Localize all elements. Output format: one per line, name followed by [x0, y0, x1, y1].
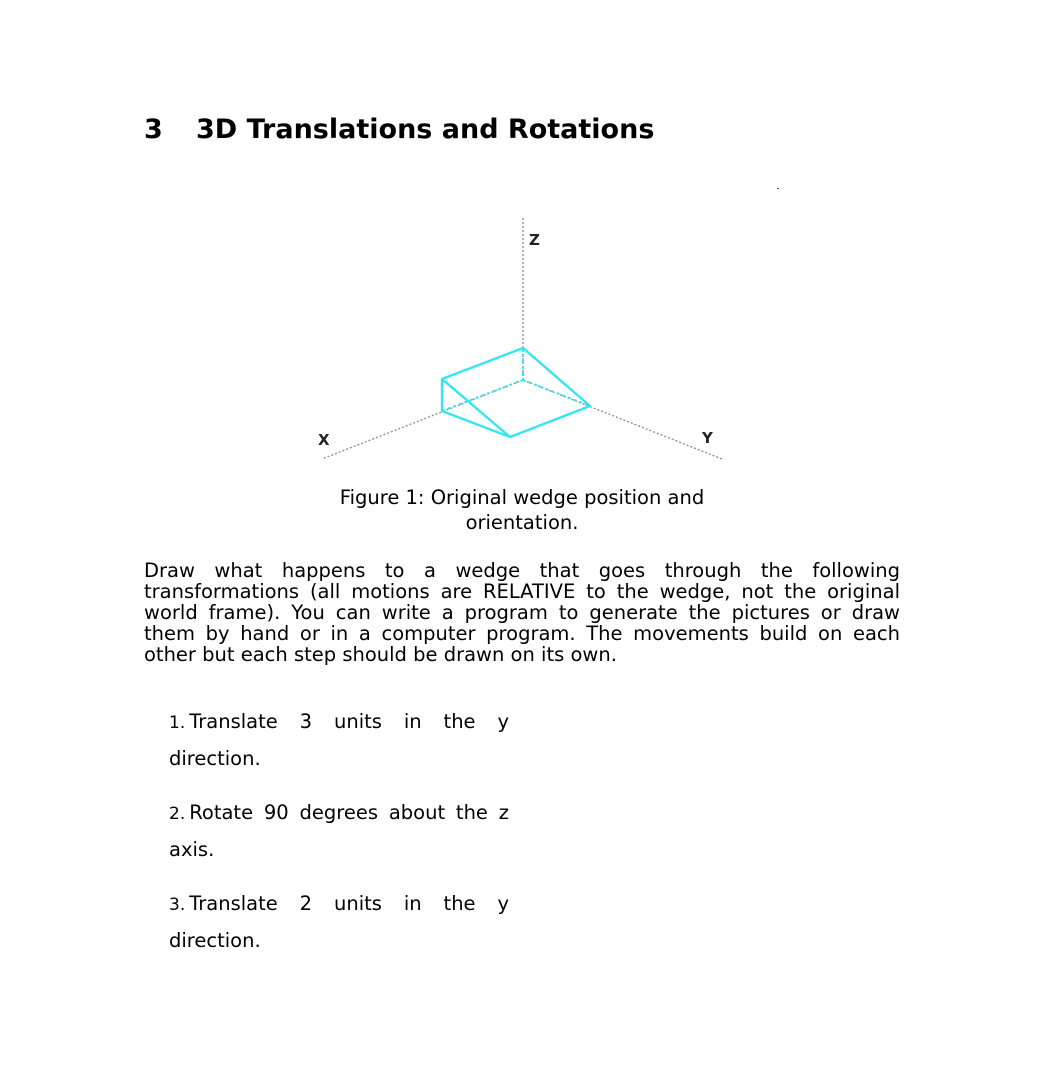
y-axis-label: Y: [702, 429, 713, 447]
step-text: Translate 2 units in the y direction.: [169, 892, 509, 952]
list-item: [169, 795, 509, 868]
wedge-hidden-edge: [523, 380, 590, 406]
section-title: 3D Translations and Rotations: [196, 114, 655, 145]
step-text: Translate 3 units in the y direction.: [169, 710, 509, 770]
wedge-hidden-edge: [442, 380, 523, 411]
list-marker: 1.: [169, 713, 186, 733]
list-item: [169, 886, 509, 959]
section-number: 3: [144, 114, 163, 145]
instructions-paragraph: Draw what happens to a wedge that goes through the following transformations (all motions are RELATIVE to the wedge, not the original world frame). You can write a program to generate the pictures or draw them by hand or in a computer program. The movements build on each other but each step should be drawn on its own.: [144, 559, 900, 666]
step-text: Rotate 90 degrees about the z axis.: [169, 801, 509, 861]
wedge-visible-edges: [442, 348, 590, 437]
figure-caption: Figure 1: Original wedge position and orientation.: [339, 486, 705, 534]
wedge-figure: [300, 210, 740, 470]
list-marker: 3.: [169, 895, 186, 915]
list-item: [169, 704, 509, 777]
wedge: [442, 348, 590, 437]
steps-list: [169, 704, 509, 977]
x-axis-label: X: [318, 431, 330, 449]
section-heading: [144, 114, 654, 145]
wedge-diagram: [300, 210, 740, 470]
stray-mark: [777, 188, 779, 189]
z-axis-label: Z: [529, 231, 540, 249]
list-marker: 2.: [169, 804, 186, 824]
